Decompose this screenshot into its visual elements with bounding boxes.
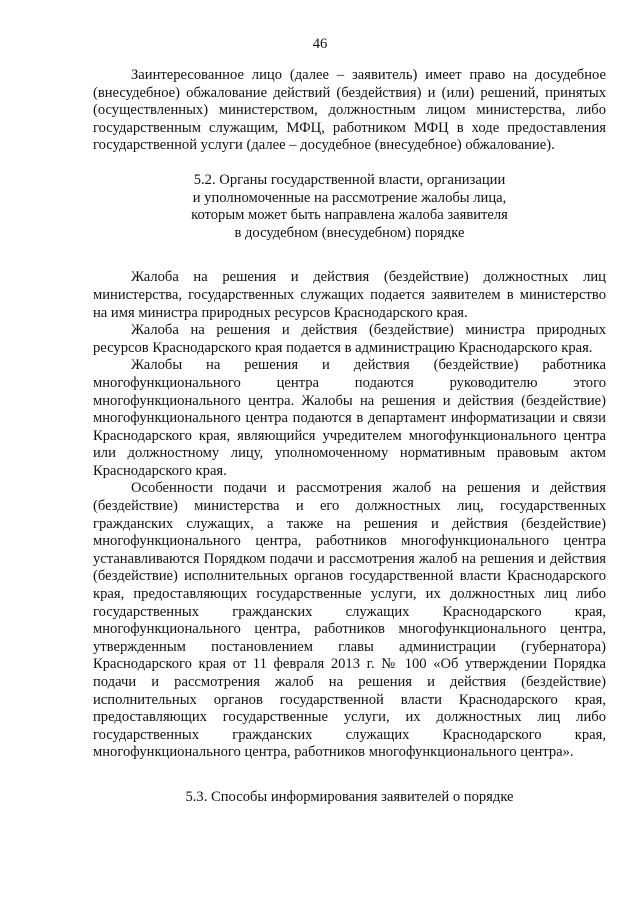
body-paragraph: Особенности подачи и рассмотрения жалоб на решения и действия (бездействие) министерства и его должностных лиц, государственных гражданских служащих, а также на решения и действия (бездействие) многофункционального центра, работников многофункционального центра устанавливаются Порядком подачи и рассмотрения жалоб на решения и действия (бездействие) исполнительных органов государственной власти Краснодарского края, предоставляющих государственные услуги, их должностных лиц либо государственных гражданских служащих Краснодарского края, многофункционального центра, работников многофункционального центра, утвержденным постановлением главы администрации (губернатора) Краснодарского края от 11 февраля 2013 г. № 100 «Об утверждении Порядка подачи и рассмотрения жалоб на решения и действия (бездействие) исполнительных органов государственной власти Краснодарского края, предоставляющих государственные услуги, их должностных лиц либо государственных гражданских служащих Краснодарского края, многофункционального центра, работников многофункционального центра».	[93, 480, 606, 761]
heading-line: в досудебном (внесудебном) порядке	[234, 224, 465, 241]
body-paragraph: Жалоба на решения и действия (бездействие) министра природных ресурсов Краснодарского края подается в администрацию Краснодарского края.	[93, 322, 606, 356]
document-body	[93, 67, 606, 807]
section-5-3-heading: 5.3. Способы информирования заявителей о порядке	[185, 788, 514, 805]
heading-line: 5.2. Органы государственной власти, организации	[193, 171, 506, 188]
intro-paragraph: Заинтересованное лицо (далее – заявитель) имеет право на досудебное (внесудебное) обжалование действий (бездействия) и (или) решений, принятых (осуществленных) министерством, должностным лицом министерства, либо государственным служащим, МФЦ, работником МФЦ в ходе предоставления государственной услуги (далее – досудебное (внесудебное) обжалование).	[93, 67, 606, 154]
section-5-2-heading	[93, 172, 606, 242]
page-number: 46	[312, 36, 328, 52]
body-paragraph: Жалобы на решения и действия (бездействие) работника многофункционального центра подаются руководителю этого многофункционального центра. Жалобы на решения и действия (бездействие) многофункционального центра подаются в департамент информатизации и связи Краснодарского края, являющийся учредителем многофункционального центра или должностному лицу, уполномоченному нормативным правовым актом Краснодарского края.	[93, 357, 606, 479]
body-paragraph: Жалоба на решения и действия (бездействие) должностных лиц министерства, государственных служащих подается заявителем в министерство на имя министра природных ресурсов Краснодарского края.	[93, 269, 606, 321]
heading-line: и уполномоченные на рассмотрение жалобы лица,	[192, 189, 507, 206]
heading-line: которым может быть направлена жалоба заявителя	[191, 207, 508, 224]
